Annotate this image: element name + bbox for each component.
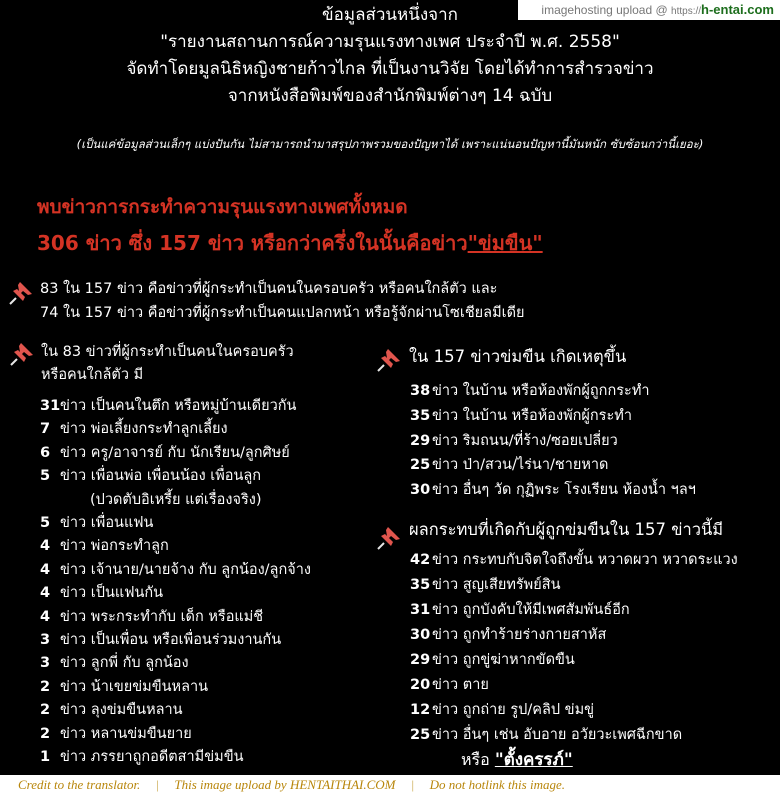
effect-item-text: ข่าว ถูกบังคับให้มีเพศสัมพันธ์อีก [432, 602, 630, 618]
effect-item-count: 35 [410, 577, 431, 593]
left-item-text: ข่าว ลูกพี่ กับ ลูกน้อง [60, 655, 189, 672]
place-item-text: ข่าว ริมถนน/ที่ร้าง/ซอยเปลี่ยว [432, 432, 618, 449]
left-item-text: ข่าว พ่อเลี้ยงกระทำลูกเลี้ยง [60, 421, 228, 438]
left-item-row [40, 745, 244, 768]
effects-final-pre: หรือ [461, 750, 490, 769]
left-item-row [40, 488, 261, 511]
effect-item-count: 20 [410, 677, 431, 693]
places-heading: ใน 157 ข่าวข่มขืน เกิดเหตุขึ้น [409, 347, 627, 366]
left-item-count: 2 [40, 725, 51, 742]
left-item-row [40, 698, 183, 721]
effect-item-text: ข่าว ถูกขู่ฆ่าหากขัดขืน [432, 652, 575, 668]
place-item-row [410, 453, 608, 476]
left-item-text: ข่าว เป็นคนในตึก หรือหมู่บ้านเดียวกัน [60, 398, 297, 414]
effect-item-row [410, 648, 575, 671]
left-item-row [40, 628, 281, 651]
left-item-count: 1 [40, 749, 51, 765]
place-item-count: 38 [410, 383, 431, 399]
watermark-domain: h-entai.com [701, 2, 774, 17]
highlight-line-1: พบข่าวการกระทำความรุนแรงทางเพศทั้งหมด [37, 196, 408, 218]
left-item-text: ข่าว พระกระทำกับ เด็ก หรือแม่ชี [60, 608, 264, 625]
effects-final-line [461, 746, 573, 773]
place-item-row [410, 404, 632, 427]
left-item-row [40, 675, 208, 698]
left-item-text: ข่าว เป็นแฟนกัน [60, 585, 164, 602]
left-item-row [40, 558, 311, 581]
place-item-text: ข่าว อื่นๆ วัด กุฏิพระ โรงเรียน ห้องน้ำ ฯลฯ [432, 482, 696, 499]
place-item-count: 29 [410, 432, 431, 449]
pushpin-icon [376, 347, 402, 373]
left-item-count: 3 [40, 632, 51, 648]
effect-item-count: 30 [410, 627, 431, 643]
effect-item-count: 25 [410, 727, 431, 743]
intro-line-3: จากหนังสือพิมพ์ของสำนักพิมพ์ต่างๆ 14 ฉบับ [227, 86, 553, 106]
left-item-text: (ปวดตับอิเหรี้ย แต่เรื่องจริง) [90, 491, 262, 508]
left-item-row [40, 441, 290, 464]
place-item-text: ข่าว ในบ้าน หรือห้องพักผู้กระทำ [432, 407, 632, 424]
left-item-text: ข่าว เพื่อนแฟน [60, 515, 154, 531]
watermark-prefix: imagehosting upload @ [541, 3, 668, 17]
effect-item-text: ข่าว ตาย [432, 677, 489, 693]
left-item-count: 4 [40, 608, 51, 625]
summary-line-2: 74 ใน 157 ข่าว คือข่าวที่ผู้กระทำเป็นคนแปลกหน้า หรือรู้จักผ่านโซเชียลมีเดีย [40, 305, 525, 321]
effect-item-count: 42 [410, 552, 431, 568]
left-item-row [40, 722, 192, 745]
left-item-row [40, 534, 169, 557]
watermark-proto: https:// [671, 6, 702, 17]
intro-line-1: "รายงานสถานการณ์ความรุนแรงทางเพศ ประจำปี พ.ศ. 2558" [160, 32, 620, 52]
pushpin-icon [8, 280, 34, 306]
place-item-count: 30 [410, 482, 431, 499]
left-item-count: 31 [40, 398, 61, 414]
left-item-text: ข่าว ครู/อาจารย์ กับ นักเรียน/ลูกศิษย์ [60, 444, 290, 461]
place-item-text: ข่าว ในบ้าน หรือห้องพักผู้ถูกกระทำ [432, 383, 650, 399]
footer-nohotlink: Do not hotlink this image. [429, 777, 566, 792]
left-item-row [40, 394, 296, 417]
left-item-row [40, 605, 263, 628]
left-item-text: ข่าว หลานข่มขืนยาย [60, 725, 192, 742]
place-item-count: 35 [410, 407, 431, 424]
place-item-count: 25 [410, 457, 431, 474]
left-item-text: ข่าว เจ้านาย/นายจ้าง กับ ลูกน้อง/ลูกจ้าง [60, 561, 311, 578]
highlight-underlined: "ข่มขืน" [467, 231, 543, 255]
footer-banner [0, 775, 780, 795]
pushpin-icon [376, 525, 402, 551]
intro-line-0: ข้อมูลส่วนหนึ่งจาก [322, 5, 458, 25]
effect-item-text: ข่าว กระทบกับจิตใจถึงขั้น หวาดผวา หวาดระแวง [432, 552, 738, 568]
footer-credit: Credit to the translator. [18, 777, 141, 792]
left-item-text: ข่าว ภรรยาถูกอดีตสามีข่มขืน [60, 749, 244, 765]
intro-line-2: จัดทำโดยมูลนิธิหญิงชายก้าวไกล ที่เป็นงานวิจัย โดยได้ทำการสำรวจข่าว [126, 59, 654, 79]
effect-item-text: ข่าว อื่นๆ เช่น อับอาย อวัยวะเพศฉีกขาด [432, 727, 683, 743]
left-item-count: 4 [40, 585, 51, 602]
effect-item-row [410, 698, 594, 721]
left-item-row [40, 464, 261, 487]
left-item-count: 5 [40, 515, 51, 531]
left-item-row [40, 651, 189, 674]
pushpin-icon [9, 341, 35, 367]
left-item-text: ข่าว เป็นเพื่อน หรือเพื่อนร่วมงานกัน [60, 632, 282, 648]
effect-item-count: 31 [410, 602, 431, 618]
place-item-row [410, 429, 618, 452]
left-item-count: 4 [40, 538, 51, 555]
effect-item-row [410, 598, 630, 621]
effect-item-count: 12 [410, 702, 431, 718]
left-item-count: 2 [40, 702, 51, 719]
effect-item-text: ข่าว ถูกถ่าย รูป/คลิป ข่มขู่ [432, 702, 595, 718]
effect-item-text: ข่าว ถูกทำร้ายร่างกายสาหัส [432, 627, 607, 643]
left-item-row [40, 581, 163, 604]
left-item-count: 5 [40, 468, 51, 485]
place-item-text: ข่าว ป่า/สวน/ไร่นา/ชายหาด [432, 457, 609, 474]
left-item-text: ข่าว ลุงข่มขืนหลาน [60, 702, 183, 719]
effect-item-row [410, 673, 489, 696]
effects-final-underlined: "ตั้งครรภ์" [494, 750, 573, 770]
highlight-line-2 [37, 227, 543, 259]
effects-heading: ผลกระทบที่เกิดกับผู้ถูกข่มขืนใน 157 ข่าวนี้มี [409, 520, 724, 539]
left-item-count: 6 [40, 444, 51, 461]
left-item-count: 4 [40, 561, 51, 578]
highlight-text: 306 ข่าว ซึ่ง 157 ข่าว หรือกว่าครึ่งในนั้นคือข่าว [37, 231, 468, 255]
left-item-row [40, 417, 228, 440]
left-item-row [40, 511, 153, 534]
summary-line-1: 83 ใน 157 ข่าว คือข่าวที่ผู้กระทำเป็นคนในครอบครัว หรือคนใกล้ตัว และ [40, 281, 498, 297]
left-item-count: 2 [40, 678, 51, 695]
effect-item-count: 29 [410, 652, 431, 668]
left-item-count: 3 [40, 655, 51, 672]
left-heading-1: ใน 83 ข่าวที่ผู้กระทำเป็นคนในครอบครัว [41, 344, 294, 360]
effect-item-row [410, 573, 560, 596]
disclaimer-note: (เป็นแค่ข้อมูลส่วนเล็กๆ แบ่งปันกัน ไม่สามารถนำมาสรุปภาพรวมของปัญหาได้ เพราะแน่นอนปัญหานี้มันหนัก ซับซ้อนกว่านี้เยอะ) [76, 137, 704, 151]
footer-upload: This image upload by HENTAITHAI.COM [174, 777, 396, 792]
left-item-text: ข่าว น้าเขยข่มขืนหลาน [60, 678, 209, 695]
effect-item-row [410, 548, 738, 571]
left-item-count: 7 [40, 421, 51, 438]
place-item-row [410, 379, 650, 402]
footer-separator: | [410, 777, 415, 792]
effect-item-text: ข่าว สูญเสียทรัพย์สิน [432, 577, 561, 593]
left-item-text: ข่าว เพื่อนพ่อ เพื่อนน้อง เพื่อนลูก [60, 468, 262, 485]
left-item-text: ข่าว พ่อกระทำลูก [60, 538, 169, 555]
effect-item-row [410, 723, 682, 746]
place-item-row [410, 478, 696, 501]
effect-item-row [410, 623, 606, 646]
footer-separator: | [155, 777, 160, 792]
left-heading-2: หรือคนใกล้ตัว มี [41, 367, 144, 383]
